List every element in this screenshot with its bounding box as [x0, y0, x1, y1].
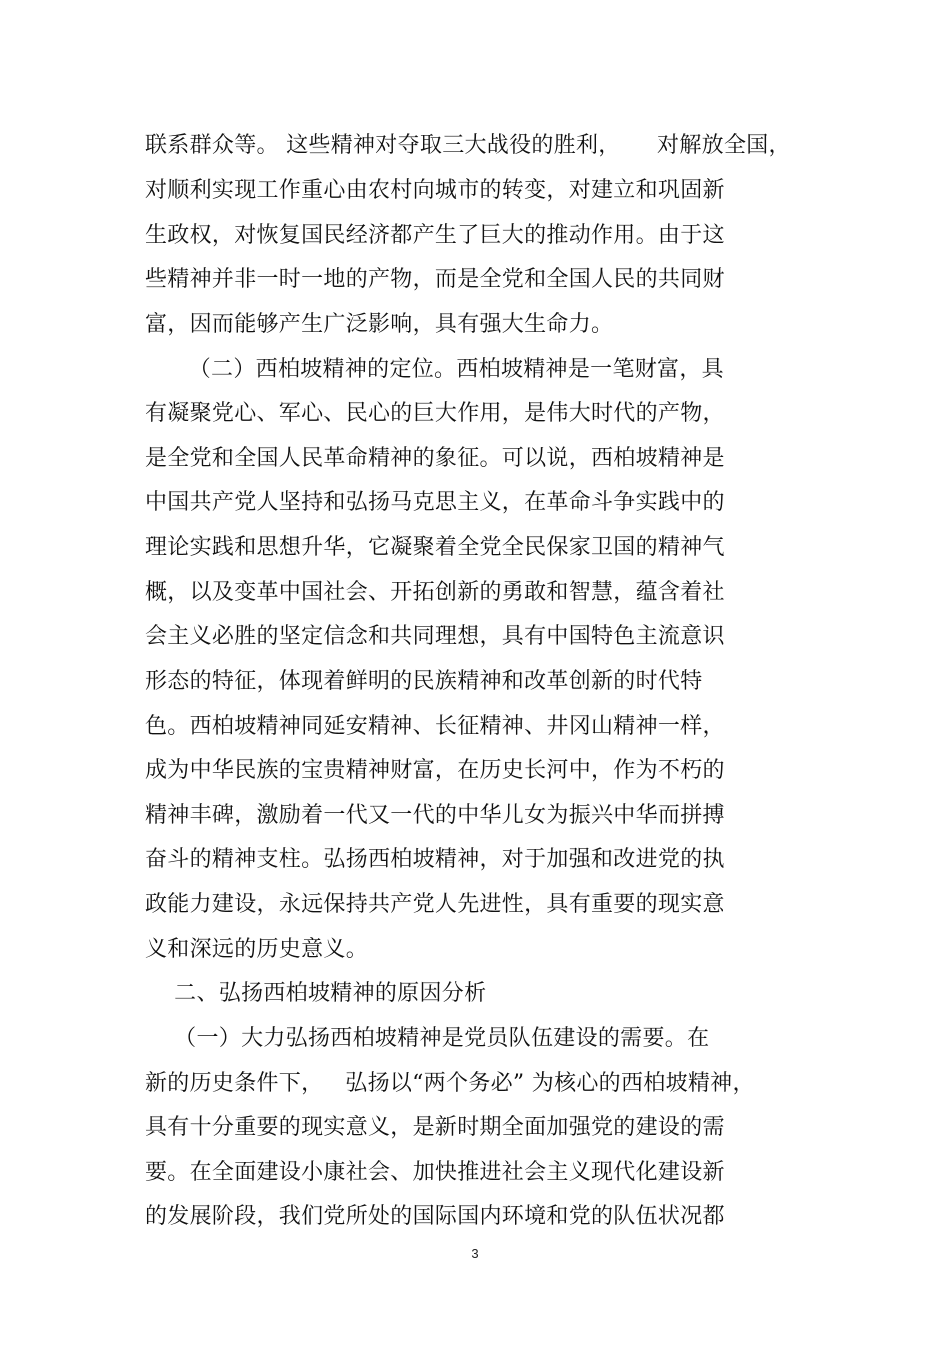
text-line: 会主义必胜的坚定信念和共同理想，具有中国特色主流意识	[145, 624, 725, 649]
text-line: 要。在全面建设小康社会、加快推进社会主义现代化建设新	[145, 1160, 725, 1185]
text-line: 中国共产党人坚持和弘扬马克思主义，在革命斗争实践中的	[145, 490, 725, 515]
text-line: 概，以及变革中国社会、开拓创新的勇敢和智慧，蕴含着社	[145, 580, 725, 605]
text-line: 有凝聚党心、军心、民心的巨大作用，是伟大时代的产物，	[145, 401, 725, 426]
section-heading: 二、弘扬西柏坡精神的原因分析	[145, 981, 487, 1006]
text-line: 成为中华民族的宝贵精神财富，在历史长河中，作为不朽的	[145, 758, 725, 783]
text-line: （二）西柏坡精神的定位。西柏坡精神是一笔财富，具	[145, 357, 724, 382]
text-line: 精神丰碑，激励着一代又一代的中华儿女为振兴中华而拼搏	[145, 803, 725, 828]
text-line: （一）大力弘扬西柏坡精神是党员队伍建设的需要。在	[145, 1026, 710, 1051]
text-line: 政能力建设，永远保持共产党人先进性，具有重要的现实意	[145, 892, 725, 917]
text-line: 富，因而能够产生广泛影响，具有强大生命力。	[145, 312, 614, 337]
text-line: 生政权，对恢复国民经济都产生了巨大的推动作用。由于这	[145, 223, 725, 248]
text-line: 是全党和全国人民革命精神的象征。可以说，西柏坡精神是	[145, 446, 725, 471]
text-line: 些精神并非一时一地的产物，而是全党和全国人民的共同财	[145, 267, 725, 292]
text-line: 理论实践和思想升华，它凝聚着全党全民保家卫国的精神气	[145, 535, 725, 560]
text-line: 新的历史条件下， 弘扬以“两个务必” 为核心的西柏坡精神，	[145, 1071, 755, 1096]
text-line: 奋斗的精神支柱。弘扬西柏坡精神，对于加强和改进党的执	[145, 847, 725, 872]
text-line: 形态的特征，体现着鲜明的民族精神和改革创新的时代特	[145, 669, 703, 694]
text-line: 的发展阶段，我们党所处的国际国内环境和党的队伍状况都	[145, 1204, 725, 1229]
text-line: 色。西柏坡精神同延安精神、长征精神、井冈山精神一样，	[145, 714, 725, 739]
text-line: 联系群众等。 这些精神对夺取三大战役的胜利， 对解放全国，	[145, 133, 791, 158]
text-line: 对顺利实现工作重心由农村向城市的转变，对建立和巩固新	[145, 178, 725, 203]
page-number: 3	[471, 1246, 479, 1261]
text-line: 具有十分重要的现实意义，是新时期全面加强党的建设的需	[145, 1115, 725, 1140]
text-line: 义和深远的历史意义。	[145, 937, 369, 962]
